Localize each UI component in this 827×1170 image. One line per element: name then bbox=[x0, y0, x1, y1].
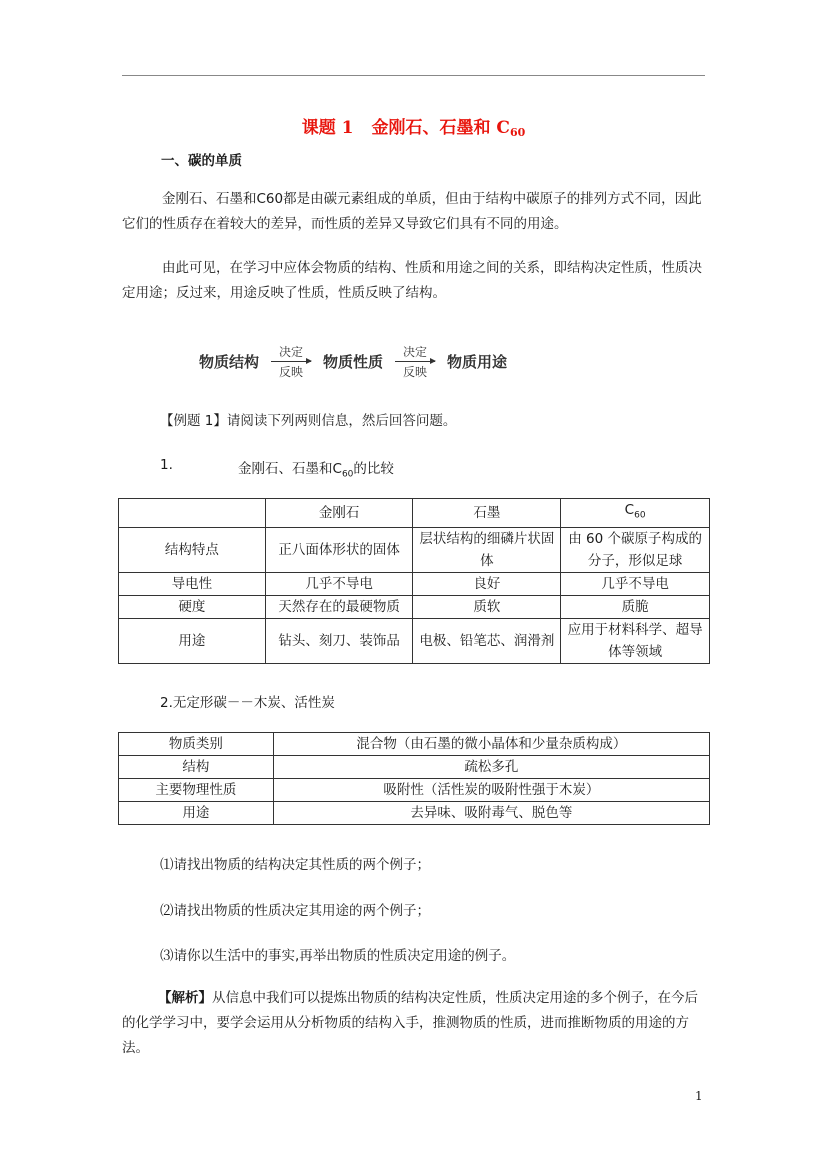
item-1-text: 金刚石、石墨和$C_{60}$的比较 bbox=[238, 461, 394, 480]
analysis-text: 从信息中我们可以提炼出物质的结构决定性质，性质决定用途的多个例子，在今后的化学学习中，要学会运用从分析物质的结构入手，推测物质的性质，进而推断物质的用途的方法。 bbox=[122, 990, 698, 1056]
question-1: ⑴请找出物质的结构决定其性质的两个例子； bbox=[160, 857, 430, 873]
table-cell: 主要物理性质 bbox=[119, 779, 274, 802]
question-3: ⑶请你以生活中的事实,再举出物质的性质决定用途的例子。 bbox=[160, 948, 516, 964]
table-cell: 几乎不导电 bbox=[265, 572, 413, 595]
table-cell: 物质类别 bbox=[119, 733, 274, 756]
table-cell: 结构特点 bbox=[119, 527, 266, 572]
table-cell: 混合物（由石墨的微小晶体和少量杂质构成） bbox=[273, 733, 709, 756]
amorphous-carbon-table bbox=[118, 732, 710, 825]
arrow-line bbox=[271, 361, 311, 362]
table-row bbox=[119, 572, 710, 595]
table-cell: 天然存在的最硬物质 bbox=[265, 595, 413, 618]
item-1-number: 1. bbox=[160, 457, 173, 473]
table-header-row bbox=[119, 499, 710, 528]
title-subscript: 60 bbox=[509, 126, 526, 139]
table-cell: 钻头、刻刀、装饰品 bbox=[265, 618, 413, 663]
table-row bbox=[119, 779, 710, 802]
table-cell: 吸附性（活性炭的吸附性强于木炭） bbox=[273, 779, 709, 802]
title-lesson: 课题 1 bbox=[301, 118, 354, 138]
flow-node-use: 物质用途 bbox=[447, 352, 508, 371]
table-cell: 几乎不导电 bbox=[561, 572, 710, 595]
comparison-table bbox=[118, 498, 710, 664]
arrow-label-bottom: 反映 bbox=[279, 364, 304, 379]
arrow-label-top: 决定 bbox=[279, 344, 304, 359]
table-cell: 导电性 bbox=[119, 572, 266, 595]
table-row bbox=[119, 733, 710, 756]
flow-arrow-2 bbox=[395, 343, 435, 380]
table-row bbox=[119, 802, 710, 825]
table-row bbox=[119, 618, 710, 663]
table-cell: 用途 bbox=[119, 618, 266, 663]
item-1 bbox=[160, 457, 394, 480]
table-cell: 正八面体形状的固体 bbox=[265, 527, 413, 572]
table-cell: 去异味、吸附毒气、脱色等 bbox=[273, 802, 709, 825]
page-number: 1 bbox=[695, 1089, 703, 1103]
title-topic: 金刚石、石墨和 C bbox=[371, 118, 510, 138]
table-row bbox=[119, 756, 710, 779]
analysis-paragraph bbox=[122, 986, 707, 1061]
question-2: ⑵请找出物质的性质决定其用途的两个例子； bbox=[160, 903, 430, 919]
paragraph-1: 金刚石、石墨和C60都是由碳元素组成的单质，但由于结构中碳原子的排列方式不同，因此它们的性质存在着较大的差异，而性质的差异又导致它们具有不同的用途。 bbox=[122, 191, 702, 232]
section-heading: 一、碳的单质 bbox=[161, 153, 242, 169]
page-title bbox=[0, 113, 827, 139]
arrow-label-top: 决定 bbox=[403, 344, 428, 359]
table-header-cell: 石墨 bbox=[413, 499, 561, 528]
table-row bbox=[119, 595, 710, 618]
arrow-line bbox=[395, 361, 435, 362]
table-header-cell: 金刚石 bbox=[265, 499, 413, 528]
example-heading: 【例题 1】请阅读下列两则信息，然后回答问题。 bbox=[160, 413, 457, 429]
table-cell: 由 60 个碳原子构成的分子，形似足球 bbox=[561, 527, 710, 572]
table-header-cell bbox=[119, 499, 266, 528]
table-cell: 良好 bbox=[413, 572, 561, 595]
table-cell: 结构 bbox=[119, 756, 274, 779]
arrow-label-bottom: 反映 bbox=[403, 364, 428, 379]
flow-arrow-1 bbox=[271, 343, 311, 380]
table-cell: 用途 bbox=[119, 802, 274, 825]
header-rule bbox=[122, 75, 705, 76]
table-cell: 疏松多孔 bbox=[273, 756, 709, 779]
item-2: 2.无定形碳－－木炭、活性炭 bbox=[160, 695, 335, 711]
flow-node-property: 物质性质 bbox=[323, 352, 384, 371]
table-cell: 质脆 bbox=[561, 595, 710, 618]
table-cell: 质软 bbox=[413, 595, 561, 618]
table-row bbox=[119, 527, 710, 572]
paragraph-2: 由此可见，在学习中应体会物质的结构、性质和用途之间的关系，即结构决定性质，性质决定用途；反过来，用途反映了性质，性质反映了结构。 bbox=[122, 260, 702, 301]
table-cell: 硬度 bbox=[119, 595, 266, 618]
table-cell: 电极、铅笔芯、润滑剂 bbox=[413, 618, 561, 663]
table-cell: 层状结构的细磷片状固体 bbox=[413, 527, 561, 572]
table-cell: 应用于材料科学、超导体等领域 bbox=[561, 618, 710, 663]
table-header-cell: $C_{60}$ bbox=[561, 499, 710, 528]
relation-diagram bbox=[195, 341, 511, 381]
flow-node-structure: 物质结构 bbox=[199, 352, 260, 371]
analysis-label: 【解析】 bbox=[158, 990, 212, 1006]
